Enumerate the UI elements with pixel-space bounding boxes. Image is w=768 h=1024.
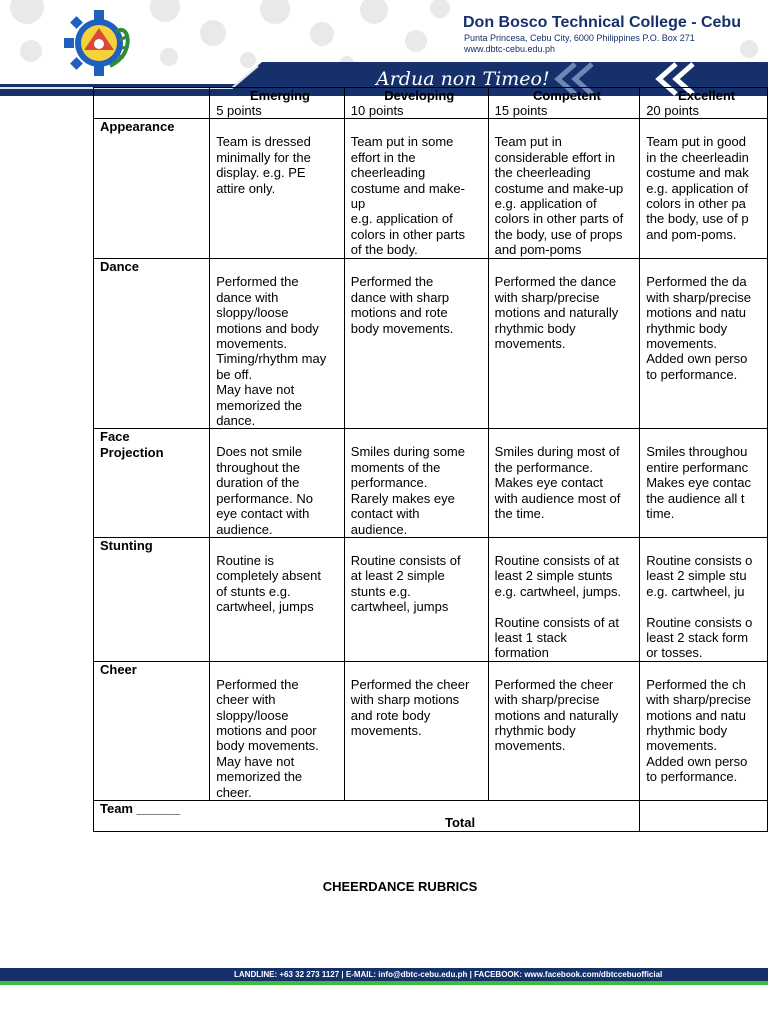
school-address: Punta Princesa, Cebu City, 6000 Philippines P.O. Box 271 — [464, 33, 695, 43]
footer-contact: LANDLINE: +63 32 273 1127 | E-MAIL: info@dbtc-cebu.edu.ph | FACEBOOK: www.facebook.com/dbtccebuofficial — [234, 970, 663, 979]
total-row — [94, 801, 768, 832]
school-name: Don Bosco Technical College - Cebu — [463, 14, 741, 31]
school-website: www.dbtc-cebu.edu.ph — [464, 44, 556, 54]
rubric-corner-cell — [94, 88, 210, 119]
rubric-cell — [210, 537, 345, 661]
criterion-row-stunting — [94, 537, 768, 661]
cell-text: Routine consists of at least 2 simple stunts e.g. cartwheel, jumps — [350, 552, 461, 615]
level-name: Emerging — [250, 88, 310, 103]
rubric-cell — [344, 661, 488, 800]
level-points: 20 points — [646, 103, 699, 118]
cell-text: Team is dressed minimally for the display. e.g. PE attire only. — [216, 134, 311, 196]
rubric-cell — [344, 259, 488, 429]
cell-text: Performed the da with sharp/precise motions and natu rhythmic body movements. Added own perso to performance. — [646, 274, 751, 382]
rubric-cell — [210, 259, 345, 429]
criterion-name: Dance — [94, 259, 210, 429]
level-header — [488, 88, 640, 119]
criterion-name: Stunting — [94, 537, 210, 661]
level-points: 5 points — [216, 103, 262, 118]
rubric-cell — [210, 119, 345, 259]
rubric-cell — [640, 661, 768, 800]
criterion-name: Appearance — [94, 119, 210, 259]
rubric-cell — [344, 429, 488, 537]
cell-text: Performed the ch with sharp/precise motions and natu rhythmic body movements. Added own perso to performance. — [646, 676, 751, 785]
level-name: Developing — [384, 88, 455, 103]
cell-text: Smiles throughou entire performanc Makes eye contac the audience all t time. — [646, 444, 751, 522]
cell-text: Routine consists of at least 2 simple stunts e.g. cartwheel, jumps. Routine consists of at least 1 stack formation — [494, 552, 622, 661]
criterion-row-dance — [94, 259, 768, 429]
cell-text: Does not smile throughout the duration of the performance. No eye contact with audience. — [216, 444, 314, 537]
level-name: Competent — [532, 88, 601, 103]
rubric-cell — [210, 661, 345, 800]
footer-accent-line — [0, 981, 768, 985]
cell-text: Performed the cheer with sharp motions and rote body movements. — [350, 676, 470, 738]
level-points: 10 points — [350, 103, 404, 118]
cell-text: Performed the cheer with sloppy/loose motions and poor body movements. May have not memorized the cheer. — [216, 676, 319, 800]
rubric-header-row — [94, 88, 768, 119]
rubric-cell — [210, 429, 345, 537]
level-header — [210, 88, 345, 119]
level-name: Excellent — [678, 88, 736, 103]
cell-text: Routine consists o least 2 simple stu e.g. cartwheel, ju Routine consists o least 2 stack form or tosses. — [646, 552, 753, 661]
criterion-name: Cheer — [94, 661, 210, 800]
school-motto: Ardua non Timeo! — [376, 68, 550, 90]
cell-text: Performed the dance with sloppy/loose motions and body movements. Timing/rhythm may be off. May have not memorized the dance. — [216, 274, 327, 429]
rubric-cell — [640, 429, 768, 537]
criterion-row-cheer — [94, 661, 768, 800]
level-points: 15 points — [494, 103, 548, 118]
rubric-cell — [488, 259, 640, 429]
criterion-row-face-projection — [94, 429, 768, 537]
criterion-row-appearance — [94, 119, 768, 259]
rubric-cell — [344, 537, 488, 661]
rubric-cell — [344, 119, 488, 259]
rubric-cell — [640, 537, 768, 661]
level-header — [640, 88, 768, 119]
document-title: CHEERDANCE RUBRICS — [322, 879, 478, 894]
cell-text: Team put in some effort in the cheerleading costume and make- up e.g. application of colors in other parts of the body. — [350, 134, 465, 258]
cell-text: Team put in considerable effort in the cheerleading costume and make-up e.g. application of colors in other parts of the body, use of props and pom-poms — [494, 134, 624, 258]
cell-text: Team put in good in the cheerleadin costume and mak e.g. application of colors in other pa the body, use of p and pom-poms. — [646, 134, 749, 242]
rubric-cell — [640, 119, 768, 259]
rubric-cell — [488, 537, 640, 661]
total-score-cell — [640, 801, 768, 832]
cell-text: Routine is completely absent of stunts e.g. cartwheel, jumps — [216, 552, 321, 615]
cell-text: Performed the cheer with sharp/precise motions and naturally rhythmic body movements. — [494, 676, 619, 754]
level-header — [344, 88, 488, 119]
cell-text: Performed the dance with sharp/precise motions and naturally rhythmic body movements. — [494, 274, 619, 352]
cell-text: Smiles during some moments of the performance. Rarely makes eye contact with audience. — [350, 444, 465, 537]
cell-text: Smiles during most of the performance. Makes eye contact with audience most of the time. — [494, 444, 621, 522]
team-label: Team ______ — [94, 801, 640, 832]
rubric-cell — [488, 661, 640, 800]
rubric-cell — [640, 259, 768, 429]
cell-text: Performed the dance with sharp motions and rote body movements. — [350, 274, 454, 336]
criterion-name: Face Projection — [94, 429, 210, 537]
rubric-cell — [488, 429, 640, 537]
total-label: Total — [445, 815, 476, 830]
rubric-table — [93, 87, 768, 832]
rubric-cell — [488, 119, 640, 259]
